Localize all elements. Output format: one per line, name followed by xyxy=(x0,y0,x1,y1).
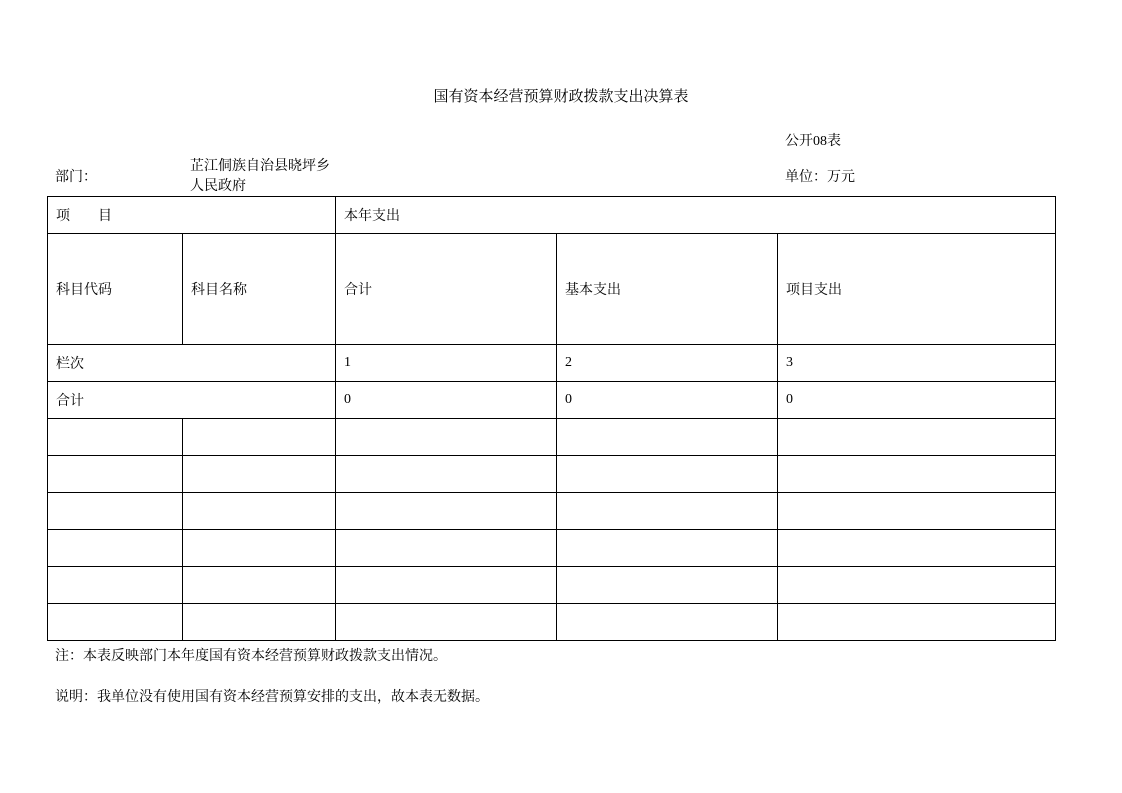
row-index-value: 3 xyxy=(778,345,1056,382)
table-cell xyxy=(183,567,336,604)
table-cell xyxy=(336,530,557,567)
table-row xyxy=(48,530,1056,567)
table-cell xyxy=(557,567,778,604)
table-cell xyxy=(48,567,183,604)
row-index-value: 1 xyxy=(336,345,557,382)
row-total-value: 0 xyxy=(778,382,1056,419)
table-cell xyxy=(778,493,1056,530)
unit-label: 单位：万元 xyxy=(785,169,855,185)
table-cell xyxy=(336,604,557,641)
table-cell xyxy=(336,419,557,456)
form-number-suffix: 表 xyxy=(827,133,841,149)
table-cell xyxy=(778,604,1056,641)
row-total-value: 0 xyxy=(336,382,557,419)
col-project-header: 项目支出 xyxy=(778,234,1056,345)
row-index-label: 栏次 xyxy=(48,345,336,382)
department-label: 部门： xyxy=(55,169,97,185)
table-row xyxy=(48,567,1056,604)
form-number-value: 08 xyxy=(813,134,827,149)
table-cell xyxy=(336,567,557,604)
explanation-note: 说明：我单位没有使用国有资本经营预算安排的支出，故本表无数据。 xyxy=(55,689,489,705)
expenditure-table xyxy=(47,196,1056,641)
department-value: 芷江侗族自治县晓坪乡人民政府 xyxy=(190,158,330,194)
col-basic-header: 基本支出 xyxy=(557,234,778,345)
col-name-header: 科目名称 xyxy=(183,234,336,345)
header-current-year-cell: 本年支出 xyxy=(336,197,1056,234)
footnote: 注：本表反映部门本年度国有资本经营预算财政拨款支出情况。 xyxy=(55,648,447,664)
table-cell xyxy=(48,493,183,530)
form-number-prefix: 公开 xyxy=(785,133,813,149)
table-cell xyxy=(557,493,778,530)
table-cell xyxy=(778,419,1056,456)
row-total-label: 合计 xyxy=(48,382,336,419)
col-total-header: 合计 xyxy=(336,234,557,345)
table-cell xyxy=(183,419,336,456)
table-cell xyxy=(48,419,183,456)
table-row xyxy=(48,604,1056,641)
header-item-cell: 项 目 xyxy=(48,197,336,234)
table-row-total xyxy=(48,382,1056,419)
table-cell xyxy=(336,493,557,530)
table-cell xyxy=(48,456,183,493)
table-cell xyxy=(183,530,336,567)
table-cell xyxy=(557,604,778,641)
page-title: 国有资本经营预算财政拨款支出决算表 xyxy=(433,87,689,105)
col-code-header: 科目代码 xyxy=(48,234,183,345)
table-cell xyxy=(183,493,336,530)
row-total-value: 0 xyxy=(557,382,778,419)
table-cell xyxy=(48,530,183,567)
table-header-row xyxy=(48,197,1056,234)
table-cell xyxy=(778,456,1056,493)
table-cell xyxy=(557,419,778,456)
table-cell xyxy=(778,530,1056,567)
table-row-index xyxy=(48,345,1056,382)
table-cell xyxy=(183,456,336,493)
table-cell xyxy=(778,567,1056,604)
table-cell xyxy=(48,604,183,641)
table-row xyxy=(48,493,1056,530)
table-cell xyxy=(557,456,778,493)
table-row xyxy=(48,456,1056,493)
table-cell xyxy=(557,530,778,567)
form-number xyxy=(785,131,841,152)
table-column-header-row xyxy=(48,234,1056,345)
table-cell xyxy=(336,456,557,493)
row-index-value: 2 xyxy=(557,345,778,382)
table-cell xyxy=(183,604,336,641)
table-row xyxy=(48,419,1056,456)
